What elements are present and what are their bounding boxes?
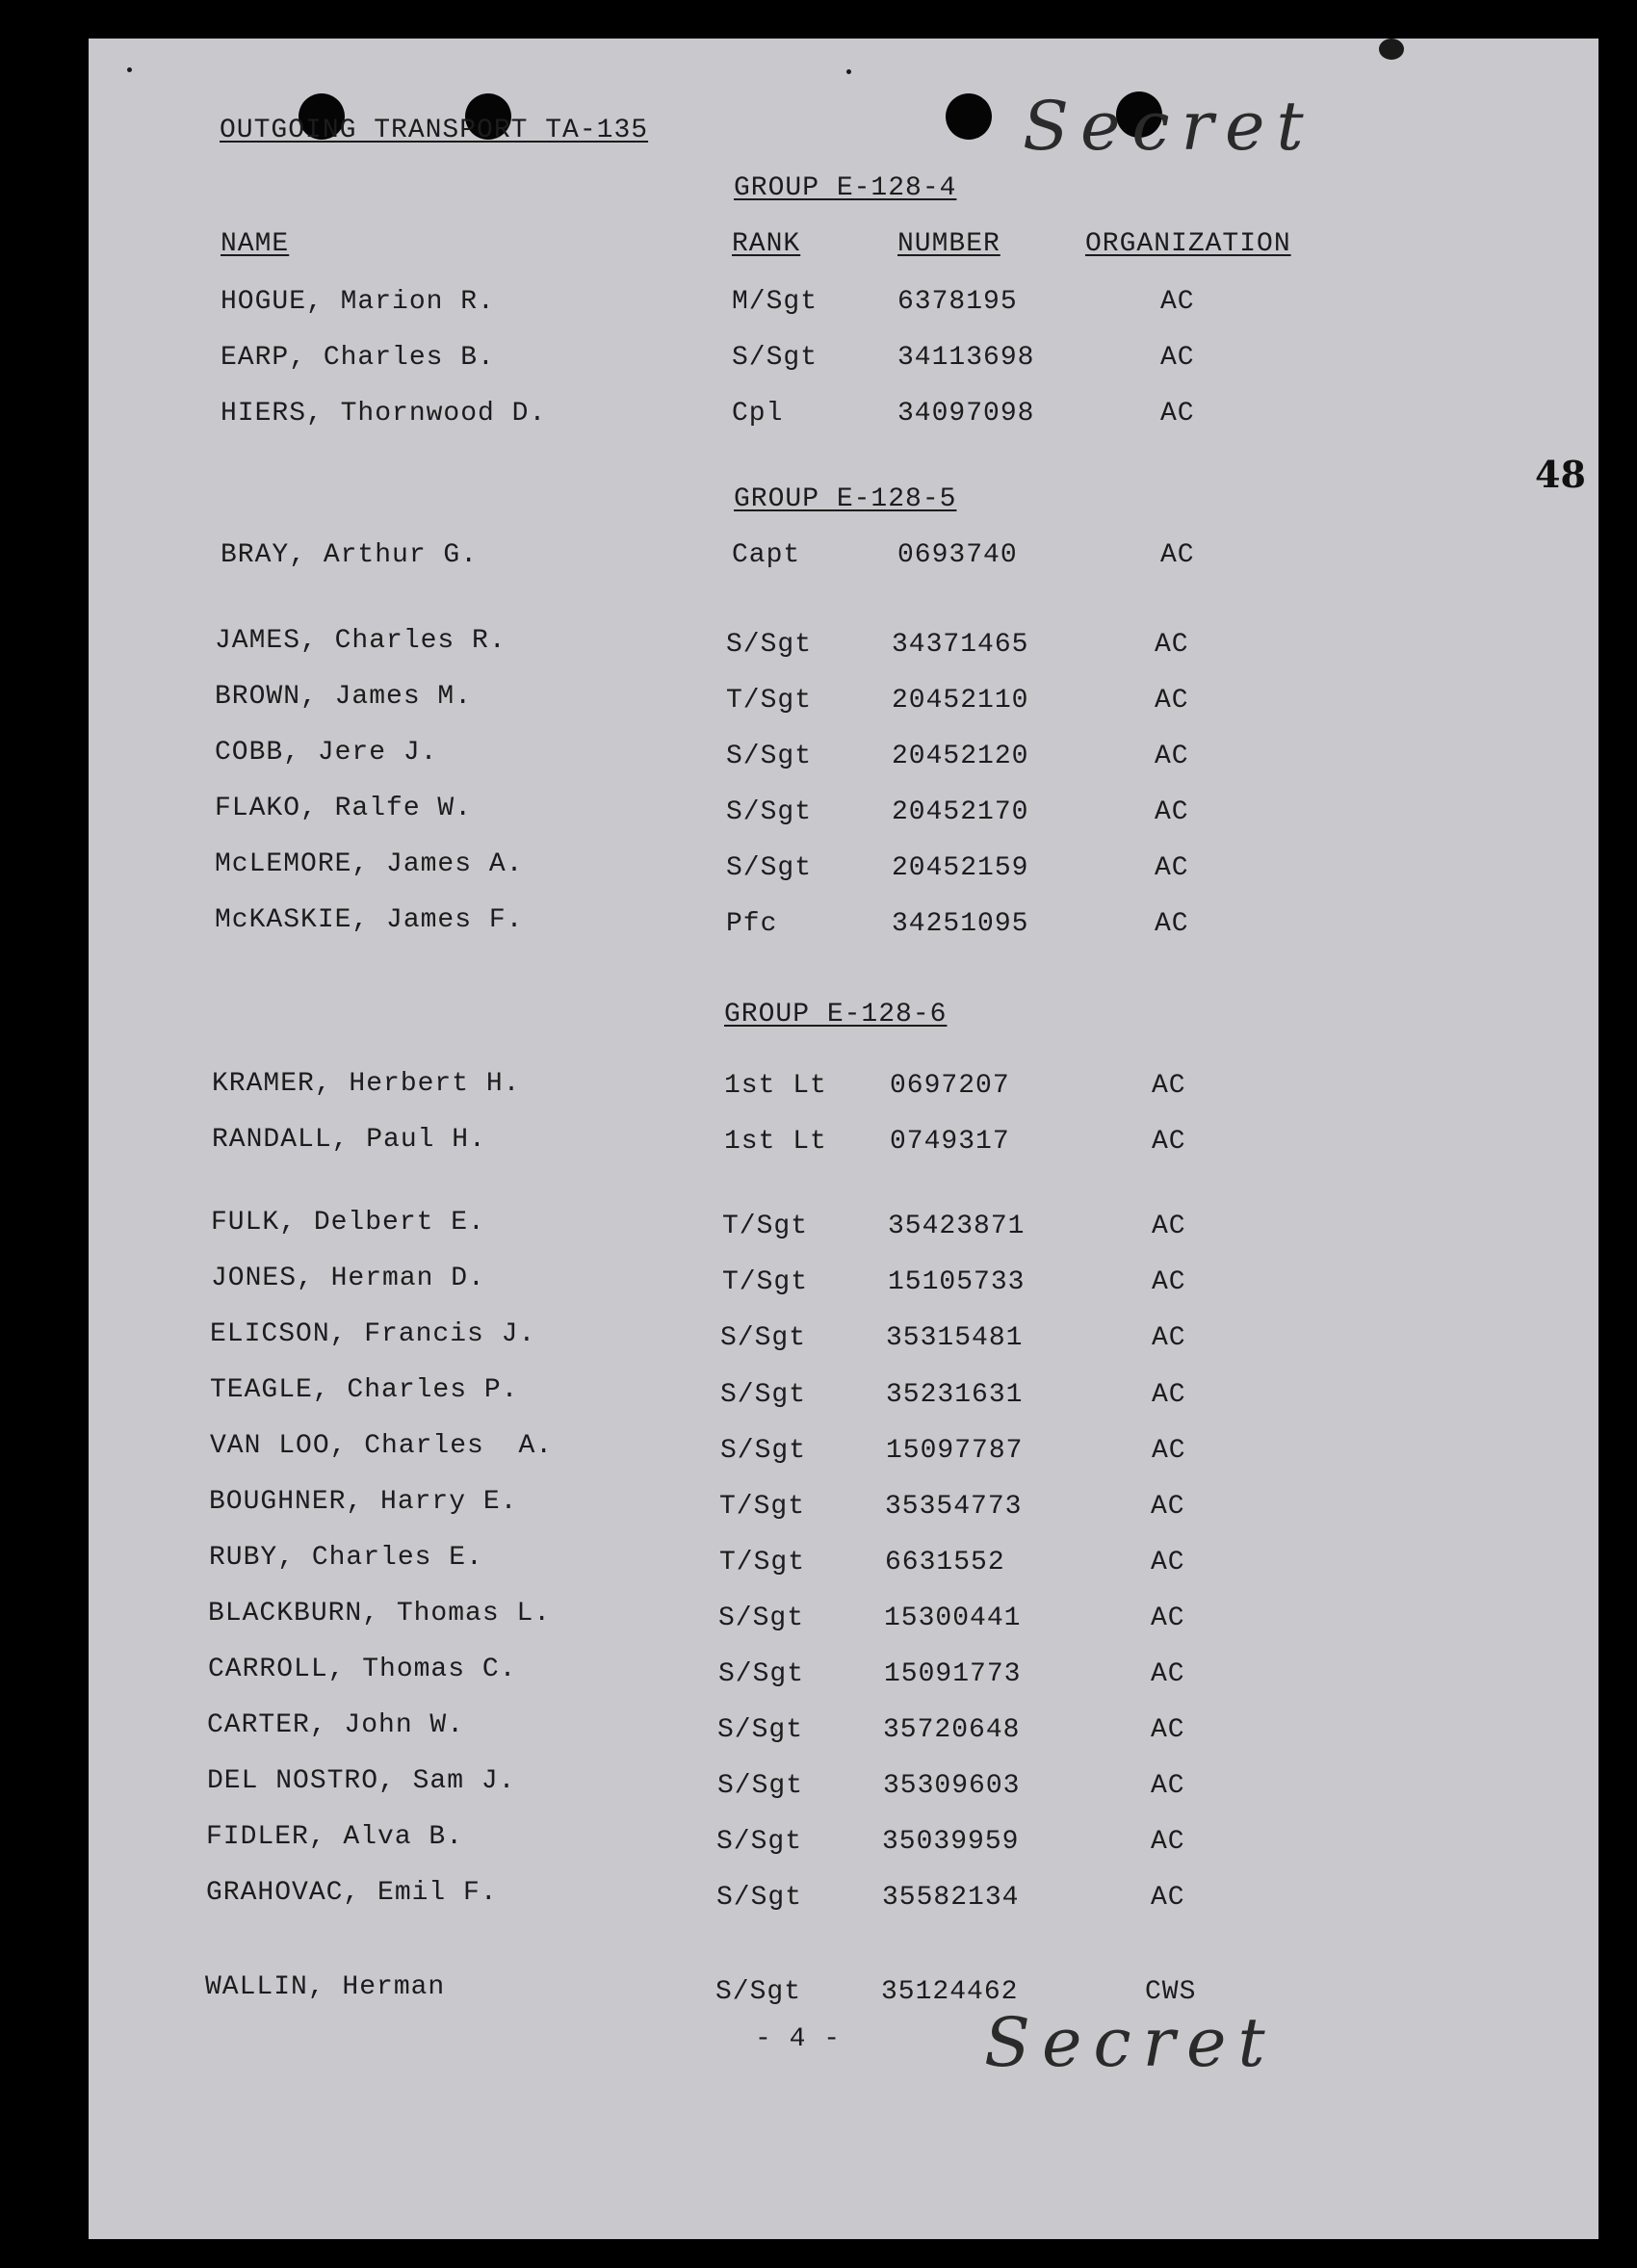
- number-cell: 15105733: [888, 1267, 1026, 1297]
- rank-cell: 1st Lt: [724, 1127, 827, 1157]
- name-cell: BRAY, Arthur G.: [221, 540, 479, 570]
- rank-cell: S/Sgt: [715, 1977, 802, 2007]
- number-cell: 34113698: [897, 343, 1035, 373]
- number-cell: 15097787: [886, 1436, 1024, 1466]
- secret-stamp-top: Secret: [1023, 87, 1315, 166]
- org-cell: AC: [1151, 1492, 1185, 1522]
- org-cell: CWS: [1145, 1977, 1197, 2007]
- number-cell: 0749317: [890, 1127, 1010, 1157]
- name-cell: HOGUE, Marion R.: [221, 287, 495, 317]
- number-cell: 34097098: [897, 399, 1035, 429]
- secret-stamp-bottom: Secret: [984, 2003, 1277, 2082]
- document-page: [89, 39, 1598, 2239]
- org-cell: AC: [1151, 1827, 1185, 1857]
- number-cell: 20452170: [892, 797, 1029, 827]
- org-cell: AC: [1152, 1127, 1186, 1157]
- name-cell: FLAKO, Ralfe W.: [215, 794, 473, 823]
- org-cell: AC: [1151, 1659, 1185, 1689]
- column-header-name: NAME: [221, 229, 290, 259]
- org-cell: AC: [1152, 1380, 1186, 1410]
- org-cell: AC: [1151, 1603, 1185, 1633]
- column-header-number: NUMBER: [897, 229, 1000, 259]
- rank-cell: S/Sgt: [718, 1603, 805, 1633]
- page-marker: - 4 -: [755, 2024, 842, 2054]
- rank-cell: S/Sgt: [726, 630, 813, 660]
- page-number: 48: [1535, 453, 1586, 496]
- rank-cell: S/Sgt: [726, 797, 813, 827]
- org-cell: AC: [1151, 1548, 1185, 1577]
- rank-cell: T/Sgt: [722, 1212, 809, 1241]
- number-cell: 15300441: [884, 1603, 1022, 1633]
- number-cell: 35354773: [885, 1492, 1023, 1522]
- org-cell: AC: [1151, 1771, 1185, 1801]
- org-cell: AC: [1155, 853, 1189, 883]
- rank-cell: S/Sgt: [720, 1380, 807, 1410]
- number-cell: 35231631: [886, 1380, 1024, 1410]
- name-cell: JONES, Herman D.: [211, 1264, 485, 1293]
- name-cell: FULK, Delbert E.: [211, 1208, 485, 1238]
- name-cell: RANDALL, Paul H.: [212, 1125, 486, 1155]
- name-cell: GRAHOVAC, Emil F.: [206, 1878, 498, 1908]
- number-cell: 35582134: [882, 1883, 1020, 1913]
- name-cell: RUBY, Charles E.: [209, 1543, 483, 1573]
- number-cell: 6378195: [897, 287, 1018, 317]
- org-cell: AC: [1152, 1071, 1186, 1101]
- rank-cell: S/Sgt: [720, 1323, 807, 1353]
- org-cell: AC: [1151, 1715, 1185, 1745]
- org-cell: AC: [1152, 1323, 1186, 1353]
- org-cell: AC: [1155, 742, 1189, 771]
- rank-cell: T/Sgt: [719, 1492, 806, 1522]
- rank-cell: 1st Lt: [724, 1071, 827, 1101]
- org-cell: AC: [1151, 1883, 1185, 1913]
- org-cell: AC: [1155, 686, 1189, 716]
- number-cell: 35423871: [888, 1212, 1026, 1241]
- column-header-organization: ORGANIZATION: [1085, 229, 1291, 259]
- number-cell: 20452120: [892, 742, 1029, 771]
- org-cell: AC: [1160, 287, 1195, 317]
- number-cell: 35039959: [882, 1827, 1020, 1857]
- name-cell: TEAGLE, Charles P.: [210, 1375, 519, 1405]
- name-cell: COBB, Jere J.: [215, 738, 438, 768]
- number-cell: 0693740: [897, 540, 1018, 570]
- rank-cell: Cpl: [732, 399, 784, 429]
- org-cell: AC: [1152, 1267, 1186, 1297]
- org-cell: AC: [1160, 540, 1195, 570]
- name-cell: HIERS, Thornwood D.: [221, 399, 547, 429]
- number-cell: 6631552: [885, 1548, 1005, 1577]
- rank-cell: Capt: [732, 540, 801, 570]
- rank-cell: S/Sgt: [716, 1827, 803, 1857]
- name-cell: VAN LOO, Charles A.: [210, 1431, 554, 1461]
- name-cell: JAMES, Charles R.: [215, 626, 507, 656]
- number-cell: 35315481: [886, 1323, 1024, 1353]
- name-cell: BLACKBURN, Thomas L.: [208, 1599, 552, 1629]
- number-cell: 15091773: [884, 1659, 1022, 1689]
- number-cell: 35309603: [883, 1771, 1021, 1801]
- number-cell: 35124462: [881, 1977, 1019, 2007]
- org-cell: AC: [1155, 797, 1189, 827]
- paper-speck: [846, 69, 851, 74]
- org-cell: AC: [1152, 1212, 1186, 1241]
- rank-cell: S/Sgt: [717, 1771, 804, 1801]
- rank-cell: S/Sgt: [726, 853, 813, 883]
- name-cell: BROWN, James M.: [215, 682, 473, 712]
- name-cell: DEL NOSTRO, Sam J.: [207, 1766, 516, 1796]
- paper-speck: [1379, 39, 1404, 60]
- org-cell: AC: [1160, 343, 1195, 373]
- name-cell: McLEMORE, James A.: [215, 849, 524, 879]
- name-cell: FIDLER, Alva B.: [206, 1822, 464, 1852]
- rank-cell: S/Sgt: [732, 343, 818, 373]
- group-heading-1: GROUP E-128-4: [734, 173, 957, 203]
- group-heading-3: GROUP E-128-6: [724, 1000, 948, 1030]
- name-cell: EARP, Charles B.: [221, 343, 495, 373]
- rank-cell: T/Sgt: [719, 1548, 806, 1577]
- org-cell: AC: [1152, 1436, 1186, 1466]
- org-cell: AC: [1155, 909, 1189, 939]
- number-cell: 20452159: [892, 853, 1029, 883]
- number-cell: 35720648: [883, 1715, 1021, 1745]
- name-cell: ELICSON, Francis J.: [210, 1319, 536, 1349]
- column-header-rank: RANK: [732, 229, 801, 259]
- paper-speck: [127, 67, 132, 72]
- rank-cell: S/Sgt: [718, 1659, 805, 1689]
- rank-cell: M/Sgt: [732, 287, 818, 317]
- number-cell: 20452110: [892, 686, 1029, 716]
- rank-cell: S/Sgt: [716, 1883, 803, 1913]
- document-title: OUTGOING TRANSPORT TA-135: [220, 116, 649, 145]
- name-cell: CARTER, John W.: [207, 1710, 465, 1740]
- rank-cell: Pfc: [726, 909, 778, 939]
- rank-cell: T/Sgt: [722, 1267, 809, 1297]
- name-cell: McKASKIE, James F.: [215, 905, 524, 935]
- rank-cell: S/Sgt: [726, 742, 813, 771]
- number-cell: 34371465: [892, 630, 1029, 660]
- name-cell: KRAMER, Herbert H.: [212, 1069, 521, 1099]
- group-heading-2: GROUP E-128-5: [734, 484, 957, 514]
- number-cell: 0697207: [890, 1071, 1010, 1101]
- name-cell: CARROLL, Thomas C.: [208, 1655, 517, 1684]
- name-cell: WALLIN, Herman: [205, 1972, 446, 2002]
- rank-cell: S/Sgt: [717, 1715, 804, 1745]
- org-cell: AC: [1155, 630, 1189, 660]
- org-cell: AC: [1160, 399, 1195, 429]
- rank-cell: S/Sgt: [720, 1436, 807, 1466]
- number-cell: 34251095: [892, 909, 1029, 939]
- rank-cell: T/Sgt: [726, 686, 813, 716]
- name-cell: BOUGHNER, Harry E.: [209, 1487, 518, 1517]
- punch-hole: [946, 93, 992, 140]
